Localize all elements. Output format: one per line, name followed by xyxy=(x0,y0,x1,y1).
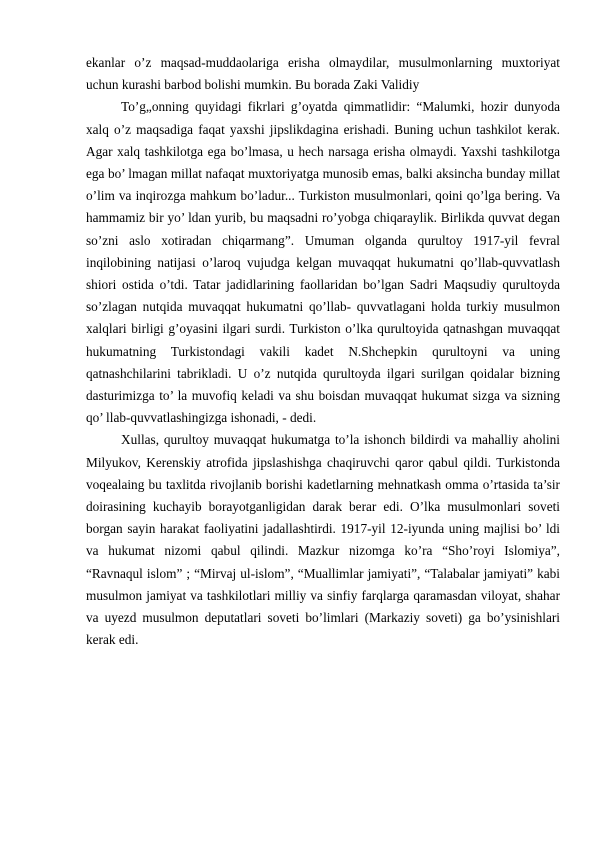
paragraph-validiy-quote: To’g„onning quyidagi fikrlari g’oyatda qimmatlidir: “Malumki, hozir dunyoda xalq o’z maqsadiga faqat yaxshi jipslikdagina erishadi. Buning uchun tashkilot kerak. Agar xalq tashkilotga ega bo’lmasa, u hech narsaga erisha olmaydi. Yaxshi tashkilotga ega bo’ lmagan millat nafaqat muxtoriyatga munosib emas, balki aksincha bunday millat o’lim va inqirozga mahkum bo’ladur... Turkiston musulmonlari, qoini qo’lga bering. Va hammamiz bir yo’ ldan yurib, bu maqsadni ro’yobga chiqaraylik. Birlikda quvvat degan so’zni aslo xotiradan chiqarmang”. Umuman olganda qurultoy 1917-yil fevral inqilobining natijasi o’laroq vujudga kelgan muvaqqat hukumatni qo’llab-quvvatlash shiori ostida o’tdi. Tatar jadidlarining faollaridan bo’lgan Sadri Maqsudiy qurultoyda so’zlagan nutqida muvaqqat hukumatni qo’llab- quvvatlagani holda turkiy musulmon xalqlari birligi g’oyasini ilgari surdi. Turkiston o’lka qurultoyida qatnashgan muvaqqat hukumatning Turkistondagi vakili kadet N.Shchepkin qurultoyni va uning qatnashchilarini tabrikladi. U o’z nutqida qurultoyda ilgari surilgan qoidalar bizning dasturimizga to’ la muvofiq keladi va shu boisdan muvaqqat hukumat sizga va sizning qo’ llab-quvvatlashingizga ishonadi, - dedi. xyxy=(86,99,560,426)
paragraph-qurultoy-conclusion: Xullas, qurultoy muvaqqat hukumatga to’la ishonch bildirdi va mahalliy aholini Milyukov, Kerenskiy atrofida jipslashishga chaqiruvchi qaror qabul qildi. Turkistonda voqealaing bu taxlitda rivojlanib borishi kadetlarning mehnatkash omma o’rtasida ta’sir doirasining kuchayib borayotganligidan darak berar edi. O’lka musulmonlari soveti borgan sayin harakat faoliyatini jadallashtirdi. 1917-yil 12-iyunda uning majlisi bo’ ldi va hukumat nizomi qabul qilindi. Mazkur nizomga ko’ra “Sho’royi Islomiya”, “Ravnaqul islom” ; “Mirvaj ul-islom”, “Muallimlar jamiyati”, “Talabalar jamiyati” kabi musulmon jamiyat va tashkilotlari milliy va sinfiy farqlarga qaramasdan viloyat, shahar va uyezd musulmon deputatlari soveti bo’limlari (Markaziy soveti) ga bo’ysinishlari kerak edi. xyxy=(86,432,560,648)
document-body xyxy=(86,52,560,651)
paragraph-continuation: ekanlar o’z maqsad-muddaolariga erisha olmaydilar, musulmonlarning muxtoriyat uchun kurashi barbod bolishi mumkin. Bu borada Zaki Validiy xyxy=(86,55,560,93)
